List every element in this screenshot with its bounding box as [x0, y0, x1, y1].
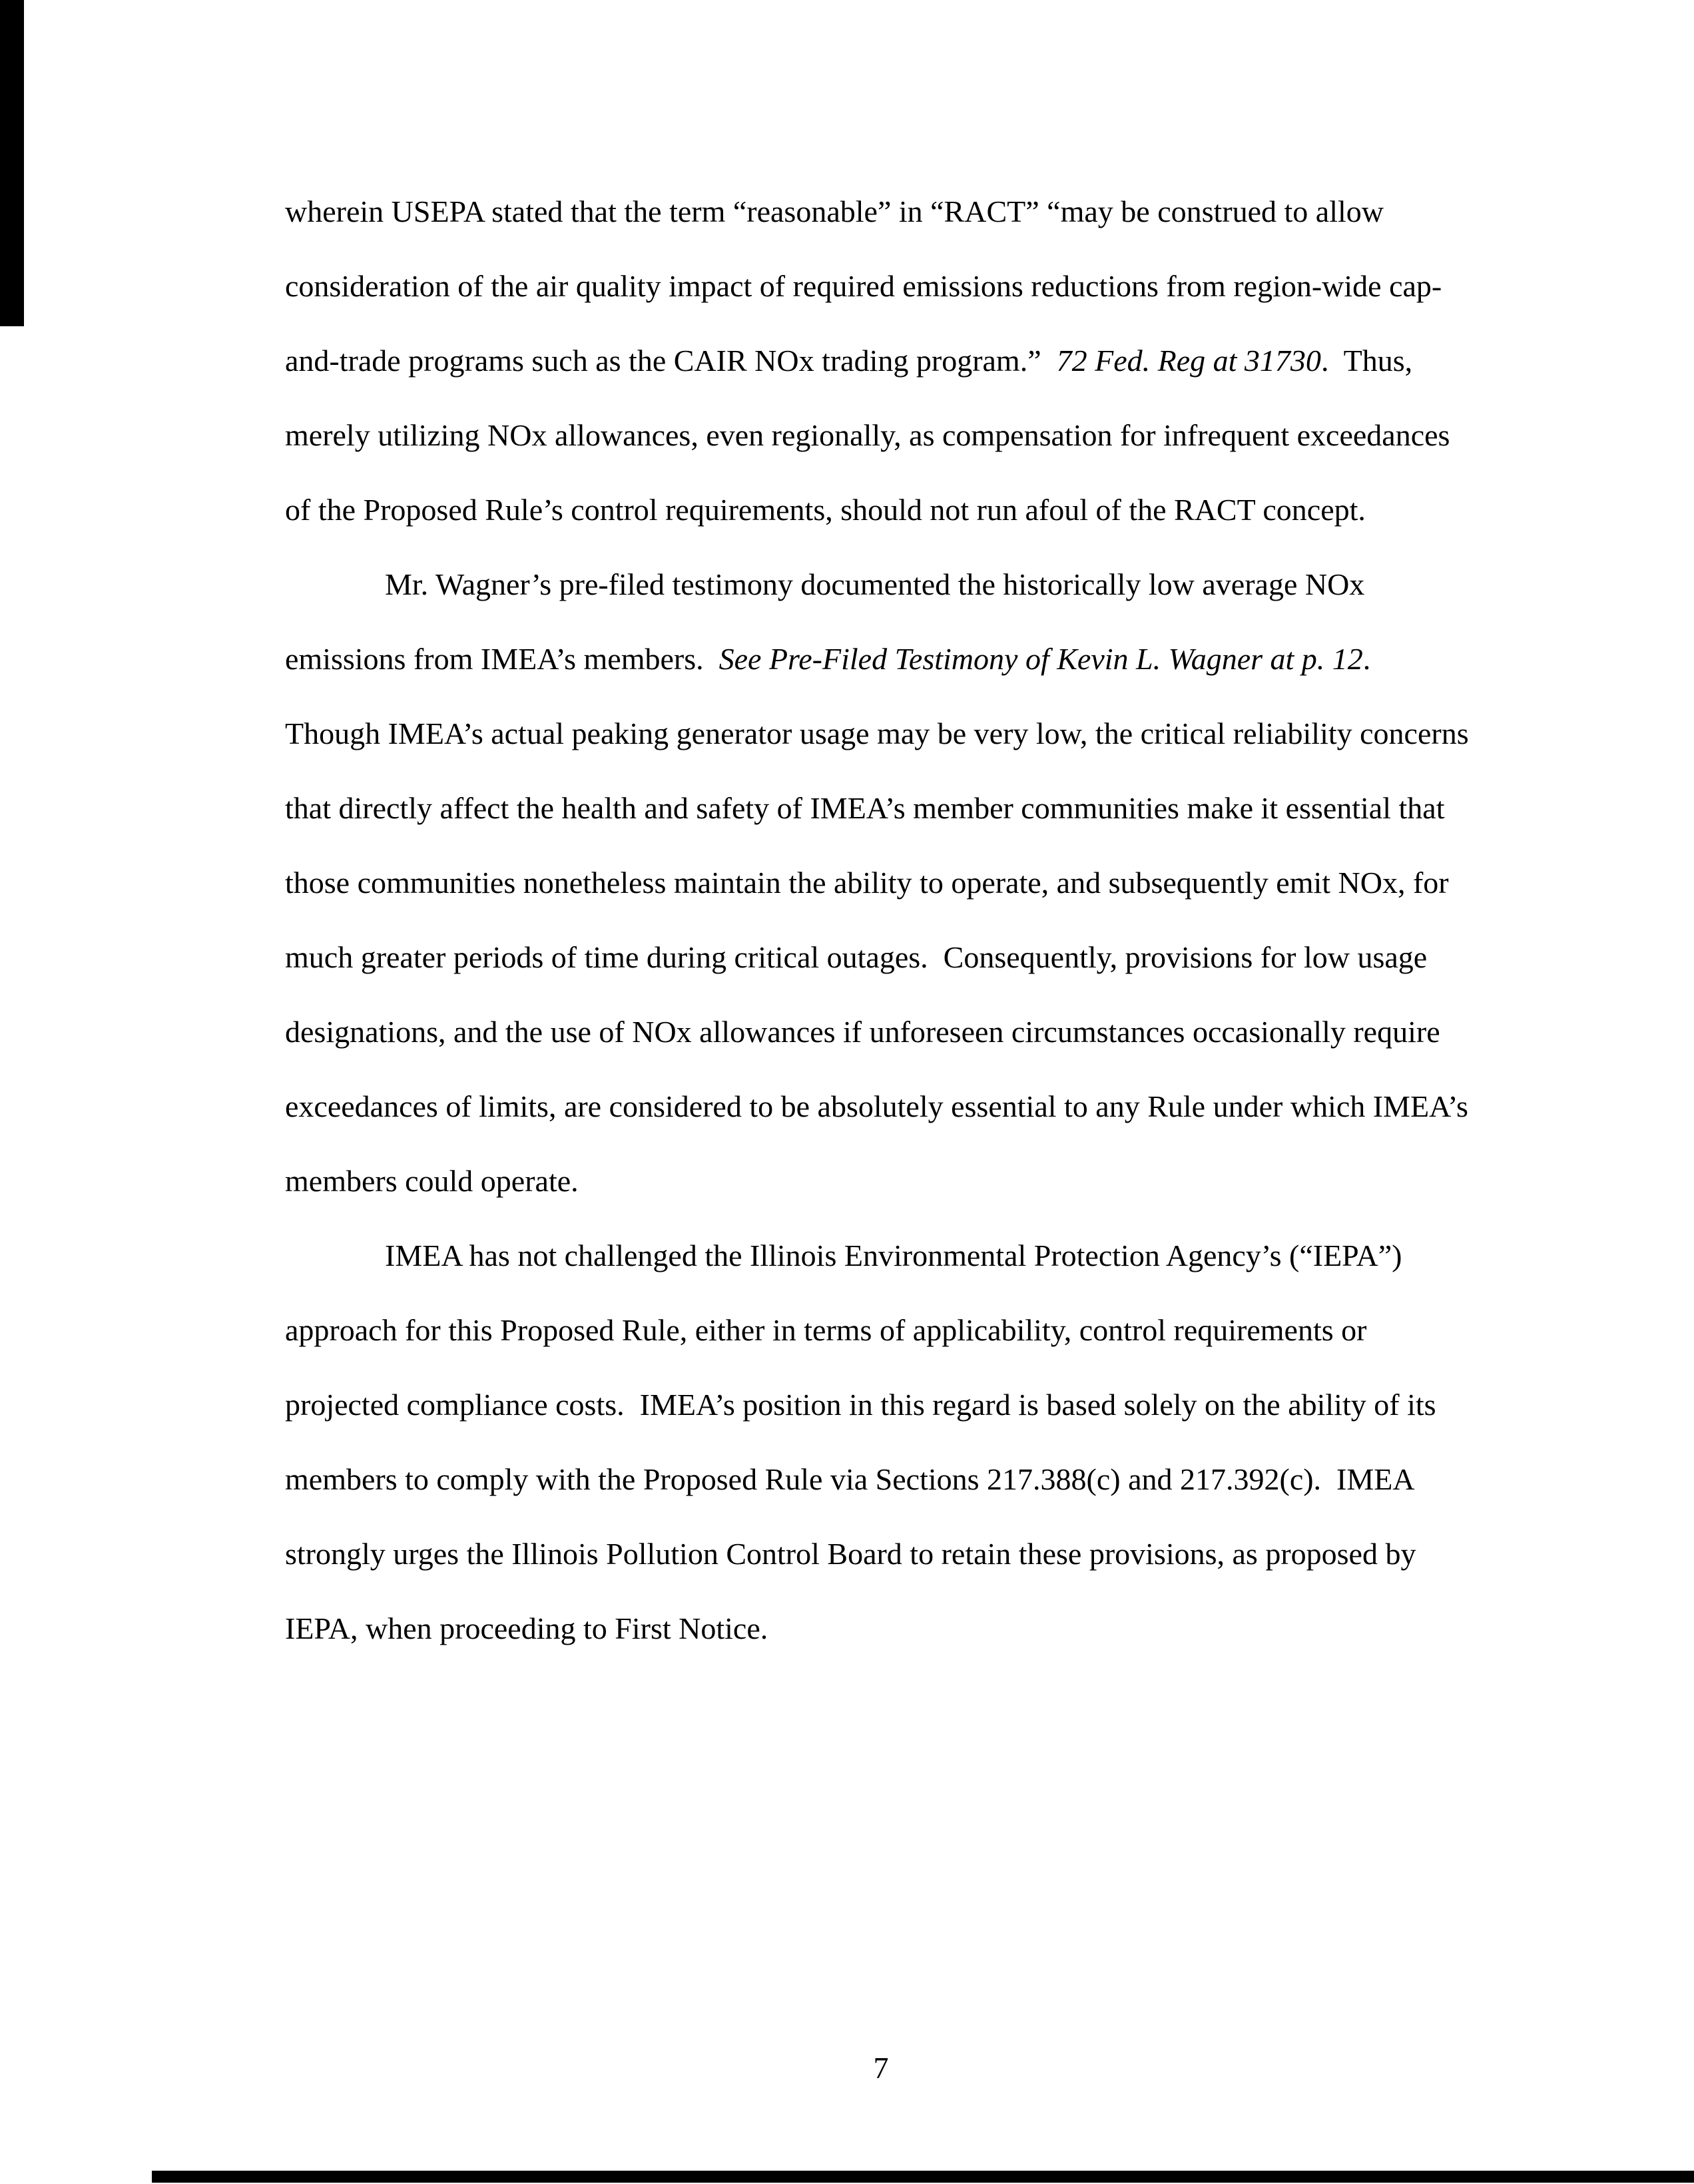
page-number: 7 [873, 2051, 889, 2085]
citation-text: See Pre-Filed Testimony of Kevin L. Wagner at p. 12 [718, 642, 1363, 676]
scan-artifact-left-bar [0, 0, 24, 326]
citation-text: 72 Fed. Reg at 31730 [1056, 344, 1321, 378]
paragraph [285, 547, 1480, 1219]
paragraph [285, 174, 1480, 547]
body-text: wherein USEPA stated that the term “reasonable” in “RACT” “may be construed to allow consideration of the air quality impact of required emissions reductions from region-wide cap-and-trade programs such as the CAIR NOx trading program.” [285, 194, 1442, 378]
body-text: Mr. Wagner’s pre-filed testimony documented the historically low average NOx emissions from IMEA’s members. [285, 567, 1372, 676]
scan-artifact-bottom-bar [152, 2171, 1694, 2183]
body-text: . Though IMEA’s actual peaking generator usage may be very low, the critical reliability concerns that directly affect the health and safety of IMEA’s member communities make it essential that those communities nonetheless maintain the ability to operate, and subsequently emit NOx, for much greater periods of time during critical outages. Consequently, provisions for low usage designations, and the use of NOx allowances if unforeseen circumstances occasionally require exceedances of limits, are considered to be absolutely essential to any Rule under which IMEA’s members could operate. [285, 642, 1477, 1198]
body-text-block [285, 174, 1480, 1666]
paragraph [285, 1219, 1480, 1666]
body-text: IMEA has not challenged the Illinois Environmental Protection Agency’s (“IEPA”) approach for this Proposed Rule, either in terms of applicability, control requirements or projected compliance costs. IMEA’s position in this regard is based solely on the ability of its members to comply with the Proposed Rule via Sections 217.388(c) and 217.392(c). IMEA strongly urges the Illinois Pollution Control Board to retain these provisions, as proposed by IEPA, when proceeding to First Notice. [285, 1238, 1444, 1645]
body-text: . Thus, merely utilizing NOx allowances, even regionally, as compensation for infrequent exceedances of the Proposed Rule’s control requirements, should not run afoul of the RACT concept. [285, 344, 1458, 527]
